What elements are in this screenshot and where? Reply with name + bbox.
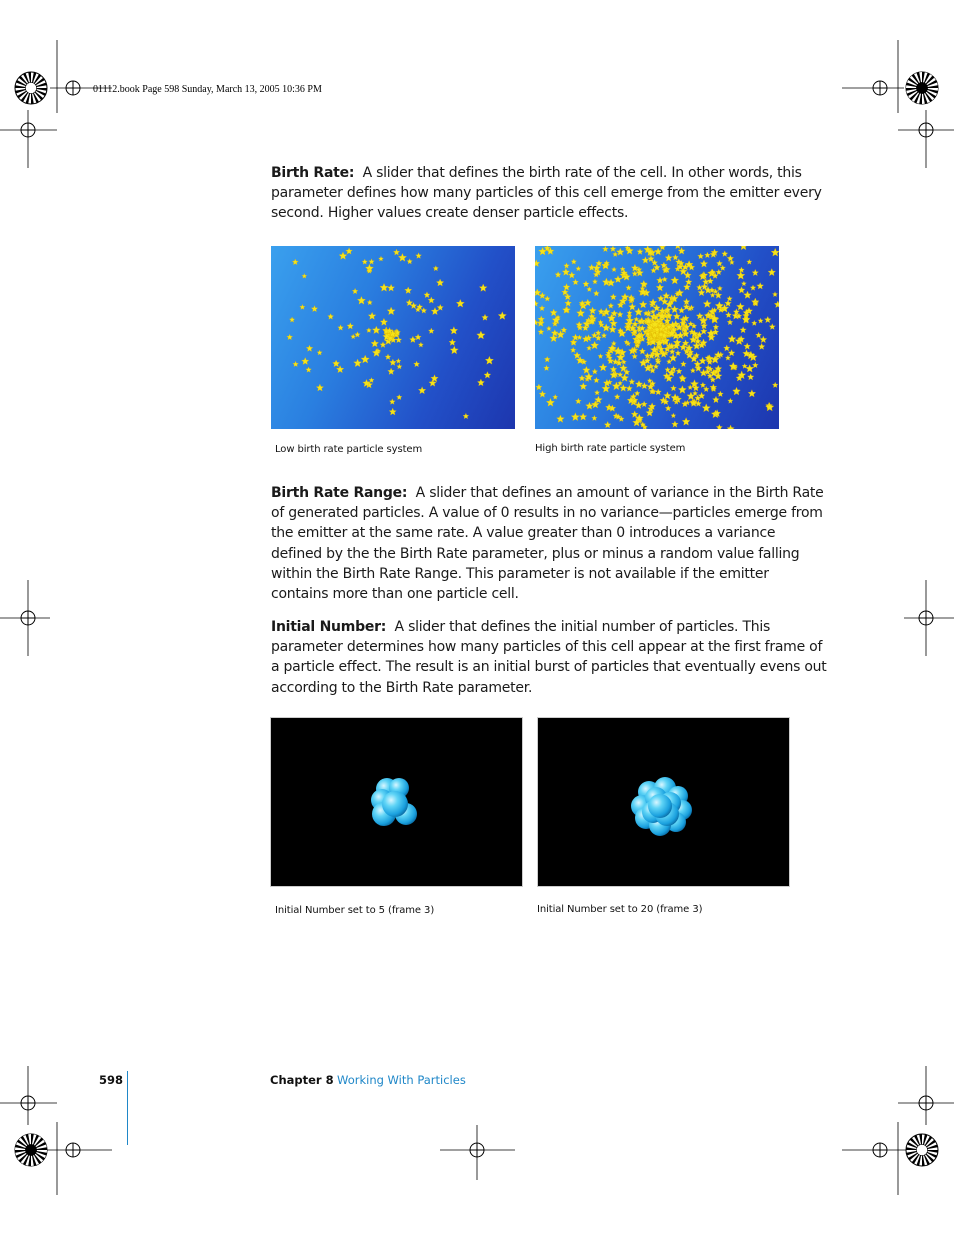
print-header: 01112.book Page 598 Sunday, March 13, 2005 10:36 PM [93, 84, 322, 95]
initial-number-5-image [271, 718, 522, 886]
birth-rate-paragraph [271, 163, 827, 224]
initial-20-caption: Initial Number set to 20 (frame 3) [537, 904, 703, 915]
birth-rate-text: A slider that defines the birth rate of the cell. In other words, this parameter defines how many particles of this cell emerge from the emitter every second. Higher values create denser particle effects. [271, 165, 822, 222]
initial-5-caption: Initial Number set to 5 (frame 3) [275, 905, 435, 916]
birth-rate-range-text: A slider that defines an amount of variance in the Birth Rate of generated particles. A value of 0 results in no variance—particles emerge from the emitter at the same rate. A value greater than 0 introduces a variance defined by the the Birth Rate parameter, plus or minus a random value falling within the Birth Rate Range. This parameter is not available if the emitter contains more than one particle cell. [271, 485, 824, 603]
birth-rate-term: Birth Rate: [271, 165, 355, 181]
high-birth-caption: High birth rate particle system [535, 443, 686, 454]
initial-number-term: Initial Number: [271, 619, 387, 635]
footer-rule [127, 1071, 128, 1145]
birth-rate-range-term: Birth Rate Range: [271, 485, 408, 501]
low-birth-rate-image [271, 246, 515, 429]
chapter-title: Working With Particles [337, 1073, 466, 1087]
initial-number-paragraph [271, 617, 827, 698]
low-birth-caption: Low birth rate particle system [275, 444, 423, 455]
initial-number-text: A slider that defines the initial number of particles. This parameter determines how many particles of this cell appear at the first frame of a particle effect. The result is an initial burst of particles that eventually evens out according to the Birth Rate parameter. [271, 619, 827, 696]
initial-number-20-image [538, 718, 789, 886]
page-number: 598 [99, 1073, 124, 1087]
birth-rate-range-paragraph [271, 483, 827, 604]
chapter-label: Chapter 8 [270, 1073, 334, 1087]
high-birth-rate-image [535, 246, 779, 429]
